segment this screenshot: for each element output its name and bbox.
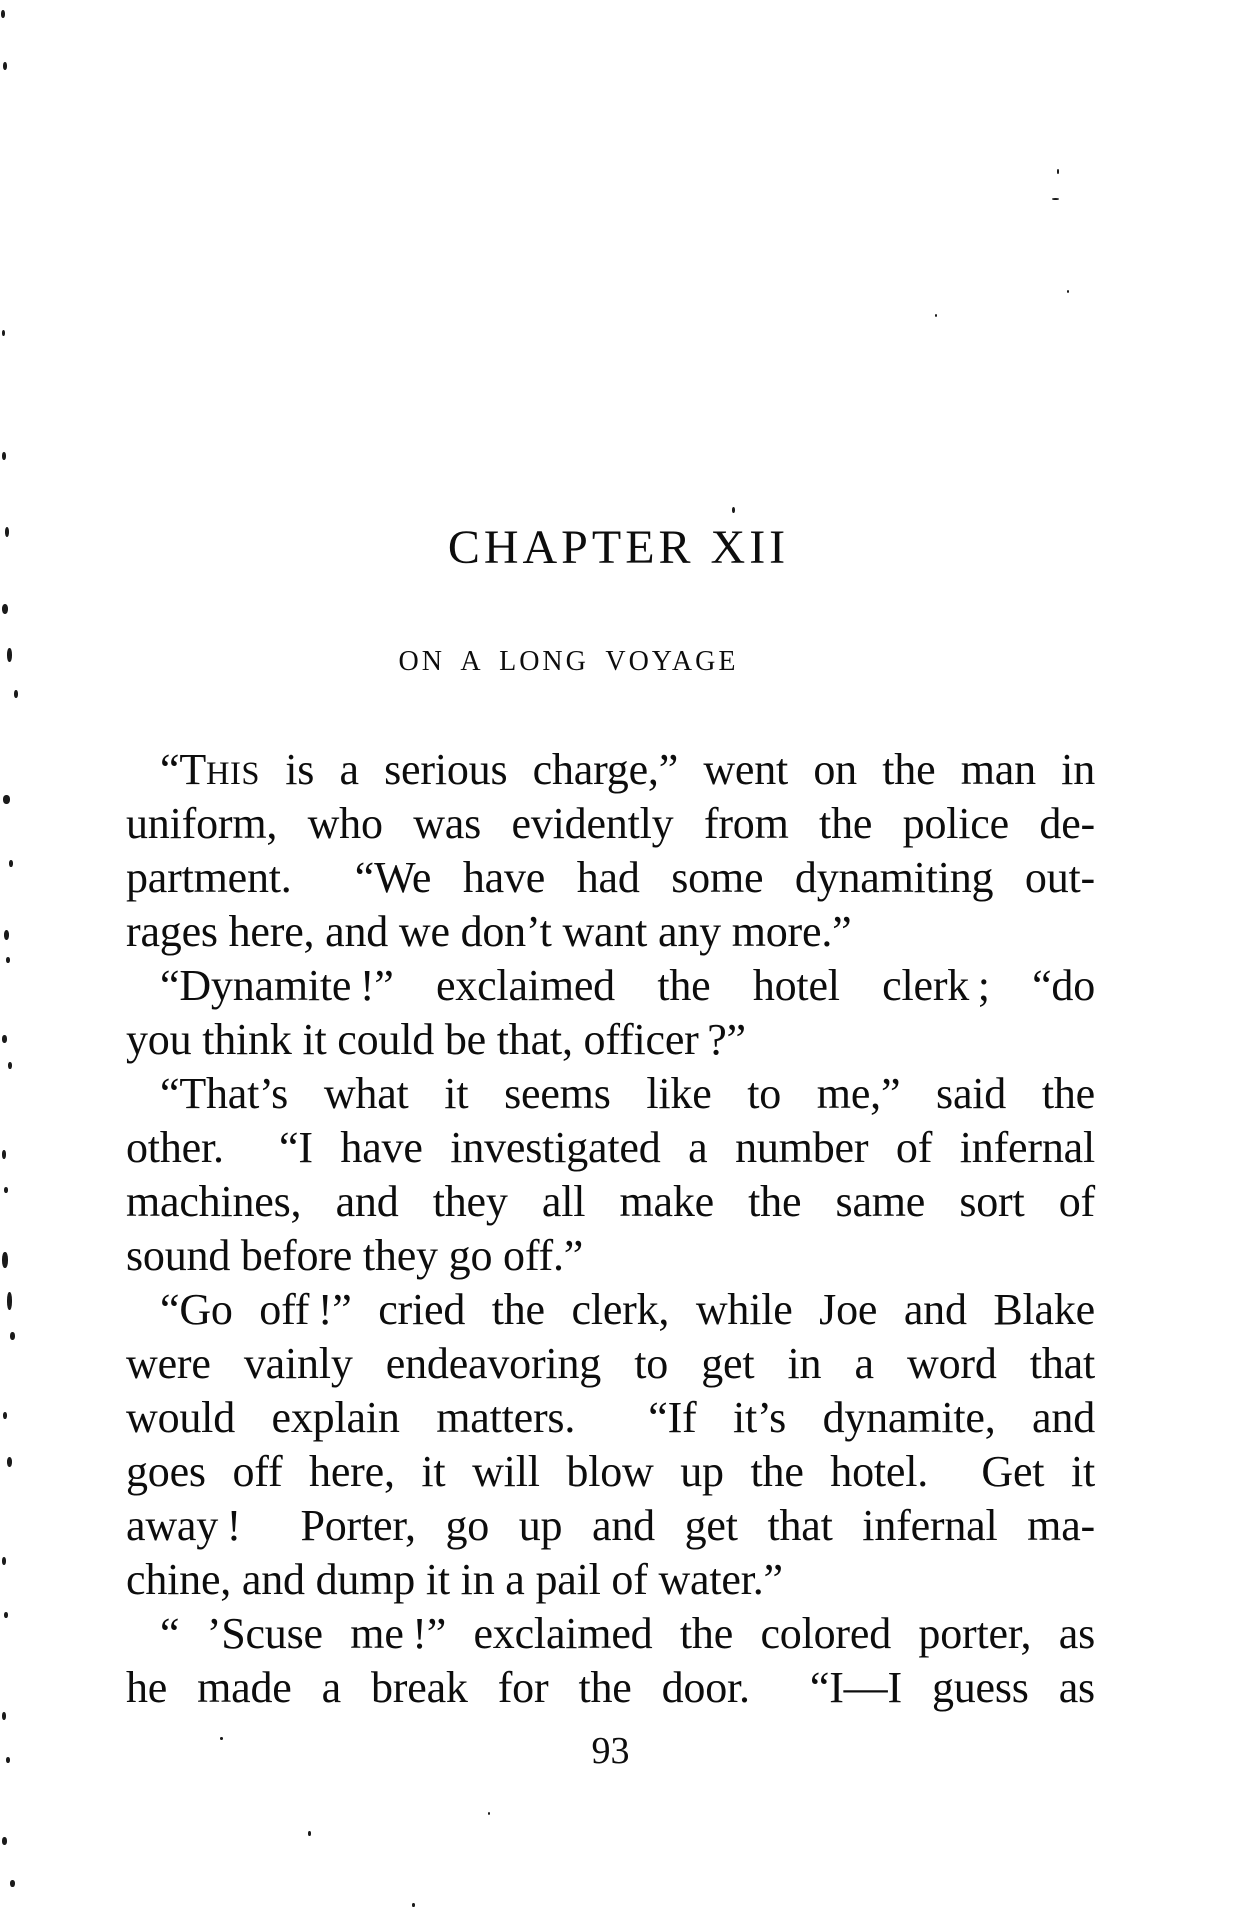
scan-speck [14, 690, 18, 698]
page-number: 93 [591, 1730, 630, 1772]
scan-speck [6, 957, 10, 963]
scan-speck [10, 1880, 15, 1887]
text-line: would explain matters. “If it’s dynamite, and [126, 1393, 1095, 1442]
scan-speck [1, 10, 5, 18]
section-heading: ON A LONG VOYAGE [398, 646, 739, 677]
text-line: uniform, who was evidently from the police de- [126, 799, 1095, 848]
text-line: partment. “We have had some dynamiting out- [126, 853, 1095, 902]
scan-speck [2, 452, 6, 460]
scan-speck [4, 1187, 8, 1193]
text-line: goes off here, it will blow up the hotel. Get it [126, 1447, 1095, 1496]
scan-speck [412, 1903, 415, 1907]
scan-speck [2, 1837, 7, 1845]
text-line: he made a break for the door. “I—I guess as [126, 1663, 1095, 1712]
text-line: “ ’Scuse me !” exclaimed the colored porter, as [160, 1609, 1095, 1658]
scan-speck [2, 1252, 8, 1268]
text-line: “Dynamite !” exclaimed the hotel clerk ; “do [160, 961, 1095, 1010]
scan-speck [2, 1035, 7, 1043]
text-line: away ! Porter, go up and get that infernal ma- [126, 1501, 1095, 1550]
text-line: chine, and dump it in a pail of water.” [126, 1555, 783, 1604]
scan-speck [4, 1612, 8, 1618]
text-line: “Go off !” cried the clerk, while Joe and Blake [160, 1285, 1095, 1334]
text-line: were vainly endeavoring to get in a word that [126, 1339, 1095, 1388]
text-line: sound before they go off.” [126, 1231, 584, 1280]
scan-speck [308, 1831, 311, 1836]
scan-speck [3, 795, 10, 804]
scan-speck [2, 604, 8, 614]
text-line: other. “I have investigated a number of infernal [126, 1123, 1095, 1172]
scan-speck [8, 1062, 12, 1069]
scan-speck [7, 648, 12, 662]
scan-speck [2, 1150, 6, 1159]
text-line: rages here, and we don’t want any more.” [126, 907, 852, 956]
scan-speck [732, 507, 735, 513]
text-line: you think it could be that, officer ?” [126, 1015, 746, 1064]
scan-speck [2, 330, 5, 336]
scan-speck [935, 314, 937, 317]
scan-speck [1067, 290, 1069, 293]
text-line: “THIS is a serious charge,” went on the man in [160, 745, 1095, 794]
scan-speck [5, 527, 9, 537]
scan-speck [6, 1757, 10, 1763]
scan-speck [2, 1557, 6, 1565]
scan-speck [1057, 169, 1059, 174]
scan-speck [7, 1457, 12, 1467]
scan-speck [10, 1332, 15, 1340]
text-block [126, 743, 1095, 1715]
scan-speck [3, 1412, 7, 1419]
scan-speck [7, 1292, 12, 1310]
scan-speck [488, 1812, 490, 1815]
scan-speck [220, 1737, 223, 1740]
scan-speck [9, 860, 13, 867]
scan-speck [2, 1712, 6, 1720]
scan-speck [3, 62, 7, 70]
scan-speck [4, 930, 9, 940]
text-line: “That’s what it seems like to me,” said the [160, 1069, 1095, 1118]
text-line: machines, and they all make the same sort of [126, 1177, 1095, 1226]
chapter-heading: CHAPTER XII [447, 521, 790, 574]
scan-speck [1052, 198, 1059, 200]
